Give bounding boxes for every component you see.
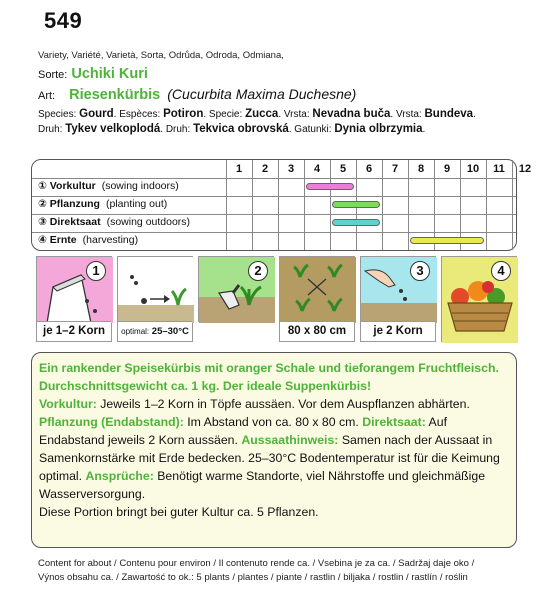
- ansprueche-text: Benötigt warme Standorte, viel Nährstoffe und gleichmäßige Wasserversorgung.: [39, 469, 486, 501]
- species-name: Potiron: [163, 108, 204, 120]
- step-number-badge: 3: [410, 261, 430, 281]
- druh-label: . Gatunki:: [288, 124, 335, 135]
- activity-period-bar: [306, 183, 354, 190]
- caption-prefix: optimal:: [121, 327, 150, 336]
- content-note: [38, 557, 474, 585]
- ansprueche-label: Ansprüche:: [85, 469, 154, 483]
- druh-label: Druh:: [38, 124, 66, 135]
- sorte-value: Uchiki Kuri: [71, 66, 148, 82]
- direktsaat-label: Direktsaat:: [362, 415, 426, 429]
- calendar-row-label: [38, 198, 167, 210]
- species-name: Bundeva: [424, 108, 474, 120]
- species-label: . Vrsta:: [390, 109, 425, 120]
- calendar-row-label: [38, 234, 138, 246]
- description-portion: Diese Portion bringt bei guter Kultur ca. 5 Pflanzen.: [39, 505, 319, 519]
- activity-english: (sowing outdoors): [106, 216, 191, 228]
- sowing-calendar: [31, 159, 532, 251]
- instruction-pictograms: [36, 256, 516, 342]
- species-name: Zucca: [245, 108, 279, 120]
- vorkultur-label: Vorkultur:: [39, 397, 97, 411]
- druh-name: Tekvica obrovská: [193, 123, 289, 135]
- step-planting-out: [198, 256, 274, 322]
- month-label: 3: [287, 163, 295, 175]
- variety-languages: Variety, Variété, Varietà, Sorta, Odrůda, Odroda, Odmiana,: [38, 50, 284, 61]
- month-label: 6: [365, 163, 373, 175]
- step-direct-sowing: [360, 256, 436, 342]
- species-label: Species:: [38, 109, 80, 120]
- species-label: . Vrsta:: [278, 109, 313, 120]
- sorte-label: Sorte:: [38, 69, 68, 81]
- month-label: 1: [235, 163, 243, 175]
- calendar-row: [32, 178, 516, 196]
- calendar-row: [32, 214, 516, 232]
- activity-english: (planting out): [105, 198, 168, 210]
- seedling-arrow-icon: [118, 257, 194, 323]
- activity-name: ③ Direktsaat: [38, 216, 101, 228]
- spacing-plants-icon: [280, 257, 356, 323]
- month-label: 9: [443, 163, 451, 175]
- direktsaat-text: Auf Endabstand jeweils 2 Korn aussäen.: [39, 415, 447, 447]
- content-line-1: Content for about / Contenu pour environ / Il contenuto rende ca. / Vsebina je za ca. / Sadržaj daje oko /: [38, 558, 475, 569]
- month-label: 4: [313, 163, 321, 175]
- druh-label: . Druh:: [160, 124, 194, 135]
- description-body: [39, 413, 509, 503]
- month-label: 5: [339, 163, 347, 175]
- step-caption: [118, 321, 192, 341]
- pflanzung-text: Im Abstand von ca. 80 x 80 cm.: [183, 415, 363, 429]
- species-translations-2: [38, 123, 425, 135]
- step-sow-pots: [36, 256, 112, 342]
- step-spacing: [279, 256, 355, 342]
- activity-name: ④ Ernte: [38, 234, 77, 246]
- description-vorkultur: [39, 395, 509, 413]
- art-label: Art:: [38, 90, 56, 102]
- step-caption: je 2 Korn: [361, 321, 435, 341]
- species-label: . Espèces:: [113, 109, 164, 120]
- activity-name: ② Pflanzung: [38, 198, 100, 210]
- druh-label: .: [422, 124, 426, 135]
- aussaat-label: Aussaathinweis:: [241, 433, 339, 447]
- species-name: Gourd: [79, 108, 114, 120]
- calendar-row-label: [38, 216, 190, 228]
- activity-period-bar: [332, 219, 380, 226]
- month-label: 2: [261, 163, 269, 175]
- pflanzung-label: Pflanzung (Endabstand):: [39, 415, 184, 429]
- vorkultur-text: Jeweils 1–2 Korn in Töpfe aussäen. Vor dem Auspflanzen abhärten.: [96, 397, 470, 411]
- activity-name: ① Vorkultur: [38, 180, 96, 192]
- step-harvest: [441, 256, 517, 342]
- species-label: . Specie:: [203, 109, 246, 120]
- species-name: [38, 86, 356, 103]
- variety-name: [38, 66, 148, 82]
- activity-period-bar: [332, 201, 380, 208]
- step-germination-temp: [117, 256, 193, 342]
- aussaat-text: Samen nach der Aussaat in Samenkornstärke mit Erde bedecken. 25–30°C Bodentemperatur ist für die Keimung optimal.: [39, 433, 500, 483]
- month-label: 8: [417, 163, 425, 175]
- latin-name: (Cucurbita Maxima Duchesne): [167, 86, 357, 102]
- druh-name: Tykev velkoplodá: [65, 123, 161, 135]
- product-number: 549: [44, 8, 83, 33]
- step-caption: je 1–2 Korn: [37, 321, 111, 341]
- month-label: 7: [391, 163, 399, 175]
- activity-english: (sowing indoors): [101, 180, 179, 192]
- description-lead: Ein rankender Speisekürbis mit oranger Schale und tieforangem Fruchtfleisch. Durchschnittsgewicht ca. 1 kg. Der ideale Suppenkürbis!: [39, 361, 499, 393]
- step-number-badge: 4: [491, 261, 511, 281]
- species-label: .: [473, 109, 476, 120]
- month-label: 11: [493, 163, 505, 175]
- description-box: [31, 352, 517, 548]
- species-translations: [38, 108, 476, 120]
- month-label: 10: [466, 163, 480, 175]
- step-number-badge: 2: [248, 261, 268, 281]
- calendar-row: [32, 196, 516, 214]
- month-label: 12: [518, 163, 532, 175]
- species-name: Nevadna buča: [312, 108, 391, 120]
- art-value: Riesenkürbis: [69, 87, 161, 103]
- druh-name: Dynia olbrzymia: [334, 123, 423, 135]
- step-number-badge: 1: [86, 261, 106, 281]
- calendar-row-label: [38, 180, 179, 192]
- activity-period-bar: [410, 237, 484, 244]
- activity-english: (harvesting): [82, 234, 139, 246]
- caption-temperature: 25–30°C: [151, 326, 189, 337]
- content-line-2: Výnos obsahu ca. / Zawartość to ok.: 5 plants / plantes / piante / rastlin / biljaka / rostlin / rastlín / roślin: [38, 572, 468, 583]
- step-caption: 80 x 80 cm: [280, 321, 354, 341]
